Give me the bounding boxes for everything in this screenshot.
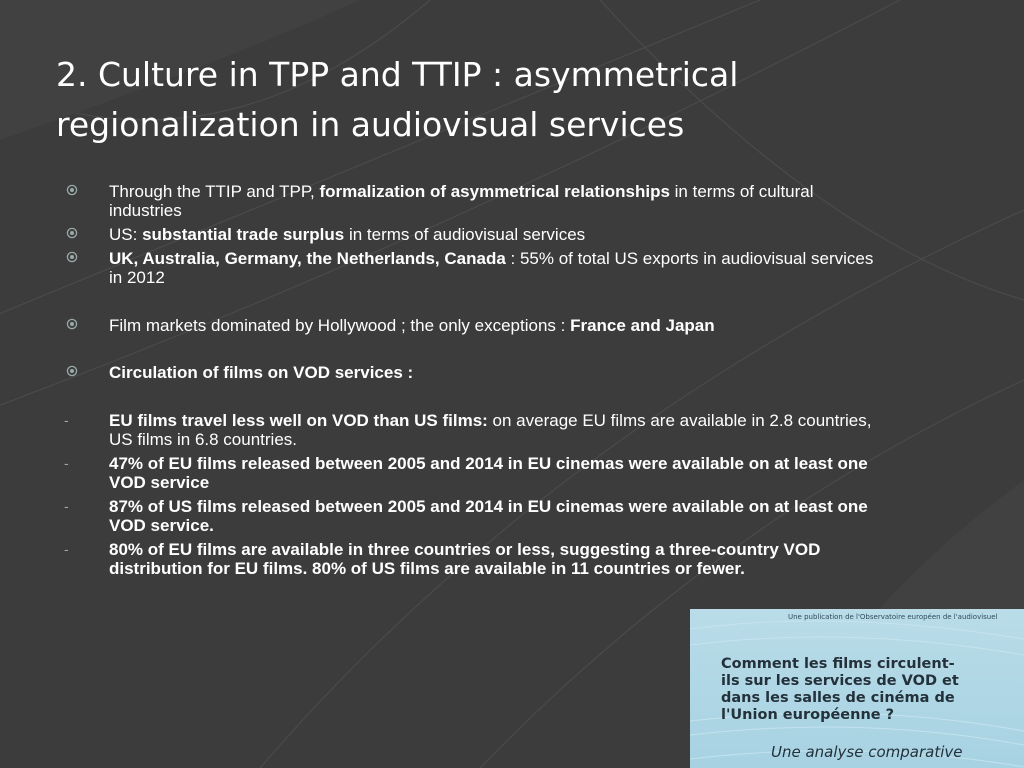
bullet-text: 80% of EU films are available in three countries or less, suggesting a three-country VOD distribution for EU films. 80% of US films are available in 11 countries or fewer. [109, 540, 821, 578]
list-item [60, 363, 890, 382]
list-item [60, 411, 890, 449]
cover-subtitle: Une analyse comparative [771, 743, 963, 761]
list-item [60, 249, 890, 287]
list-item [60, 182, 890, 220]
publisher-line: Une publication de l'Observatoire européen de l'audiovisuel [788, 613, 998, 621]
circle-bullet-icon [65, 317, 79, 331]
bullet-text: US: substantial trade surplus in terms of audiovisual services [109, 225, 586, 244]
cover-title: Comment les films circulent- ils sur les services de VOD et dans les salles de cinéma de l'Union européenne ? [721, 656, 959, 723]
bullet-text: 47% of EU films released between 2005 and 2014 in EU cinemas were available on at least one VOD service [109, 454, 868, 492]
dash-bullet: - [64, 455, 69, 471]
bullet-text: Film markets dominated by Hollywood ; the only exceptions : France and Japan [109, 316, 715, 335]
list-item [60, 454, 890, 492]
bullet-text: 87% of US films released between 2005 and 2014 in EU cinemas were available on at least one VOD service. [109, 497, 868, 535]
list-item [60, 225, 890, 244]
circle-bullet-icon [65, 250, 79, 264]
title-line-1: 2. Culture in TPP and TTIP : asymmetrical [56, 55, 739, 94]
circle-bullet-icon [65, 226, 79, 240]
bullet-text: EU films travel less well on VOD than US films: on average EU films are available in 2.8 countries, US films in 6.8 countries. [109, 411, 872, 449]
bullet-list [60, 182, 890, 578]
bullet-text: UK, Australia, Germany, the Netherlands, Canada : 55% of total US exports in audiovisual services in 2012 [109, 249, 874, 287]
bullet-text: Circulation of films on VOD services : [109, 363, 414, 382]
slide-title [56, 50, 956, 150]
circle-bullet-icon [65, 364, 79, 378]
report-cover-image [690, 609, 1024, 768]
dash-bullet: - [64, 541, 69, 557]
dash-bullet: - [64, 412, 69, 428]
list-item [60, 316, 890, 335]
circle-bullet-icon [65, 183, 79, 197]
title-line-2: regionalization in audiovisual services [56, 105, 685, 144]
list-item [60, 497, 890, 535]
list-item [60, 540, 890, 578]
bullet-text: Through the TTIP and TPP, formalization of asymmetrical relationships in terms of cultural industries [109, 182, 814, 220]
dash-bullet: - [64, 498, 69, 514]
